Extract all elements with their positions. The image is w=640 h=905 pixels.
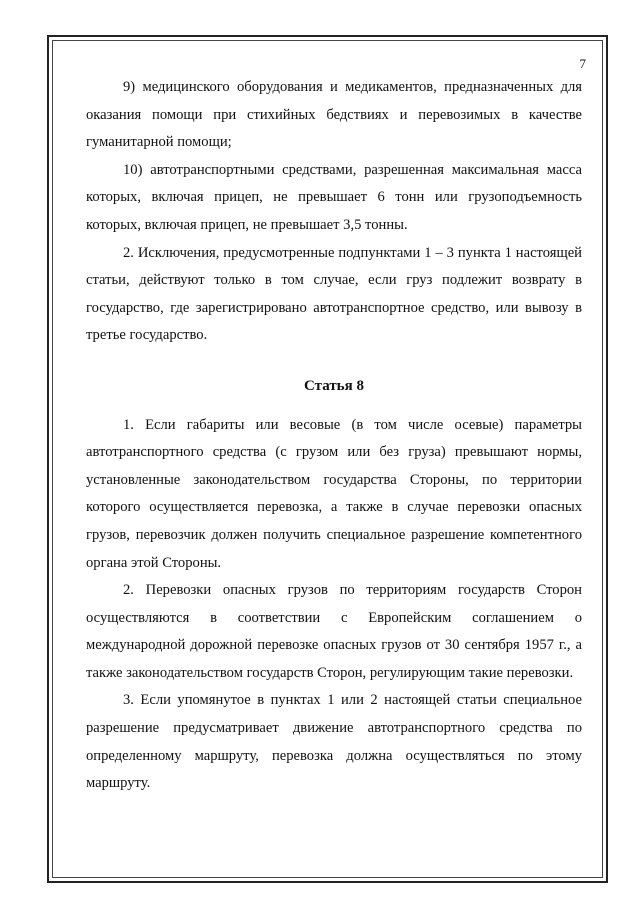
paragraph-item-10: 10) автотранспортными средствами, разрешенная максимальная масса которых, включая прицеп, не превышает 6 тонн или грузоподъемность которых, включая прицеп, не превышает 3,5 тонны. — [86, 161, 582, 233]
article-paragraph-1: 1. Если габариты или весовые (в том числе осевые) параметры автотранспортного средства (с грузом или без груза) превышают нормы, установленные законодательством государства Стороны, по территории которого осуществляется перевозка, а также в случае перевозки опасных грузов, перевозчик должен получить специальное разрешение компетентного органа этой Стороны. — [86, 416, 582, 571]
paragraph-item-9: 9) медицинского оборудования и медикаментов, предназначенных для оказания помощи при стихийных бедствиях и перевозимых в качестве гуманитарной помощи; — [86, 79, 582, 151]
article-paragraph-2: 2. Перевозки опасных грузов по территориям государств Сторон осуществляются в соответствии с Европейским соглашением о международной дорожной перевозке опасных грузов от 30 сентября 1957 г., а также законодательством государств Сторон, регулирующим такие перевозки. — [86, 582, 582, 681]
document-body — [86, 74, 582, 798]
paragraph-exceptions: 2. Исключения, предусмотренные подпунктами 1 – 3 пункта 1 настоящей статьи, действуют только в том случае, если груз подлежит возврату в государство, где зарегистрировано автотранспортное средство, или вывозу в третье государство. — [86, 244, 582, 344]
article-paragraph-3: 3. Если упомянутое в пунктах 1 или 2 настоящей статьи специальное разрешение предусматривает движение автотранспортного средства по определенному маршруту, перевозка должна осуществляться по этому маршруту. — [86, 692, 582, 792]
article-heading: Статья 8 — [304, 377, 364, 394]
page-number: 7 — [579, 56, 586, 71]
